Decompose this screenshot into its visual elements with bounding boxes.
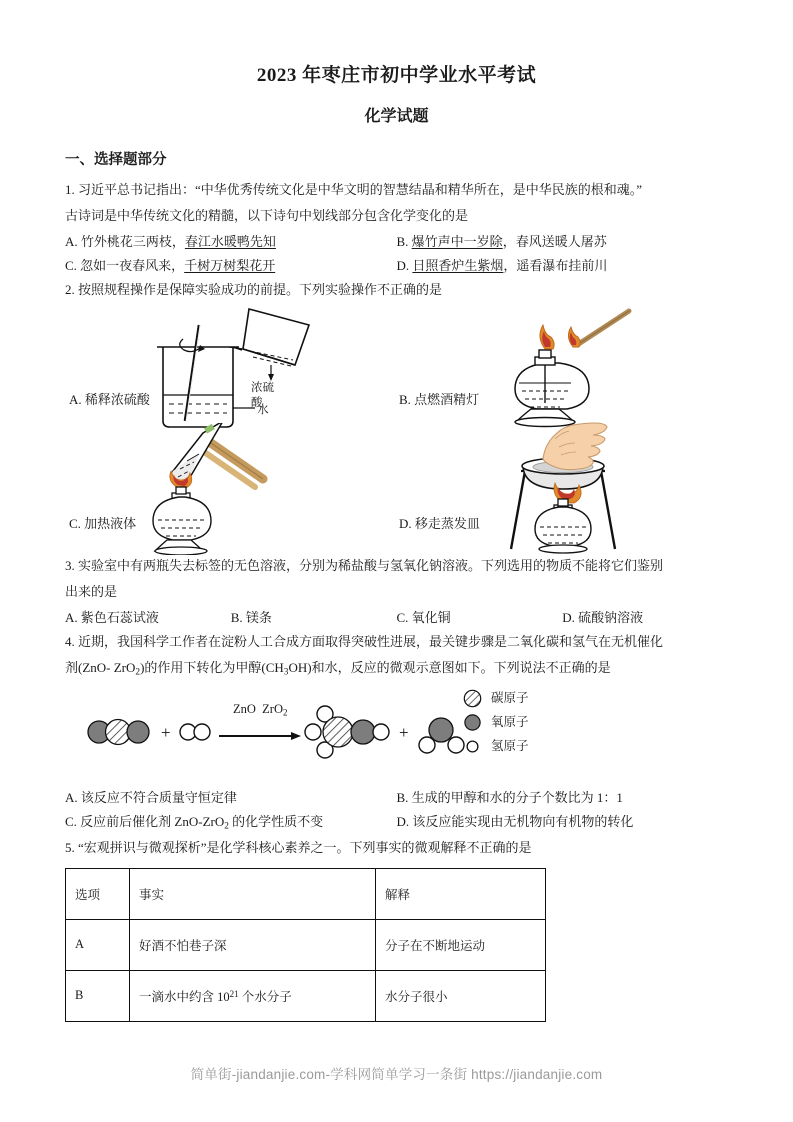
question-4-reaction-diagram (65, 688, 728, 780)
option-letter: A. (69, 392, 82, 408)
question-3 (65, 554, 728, 630)
legend-label-hydrogen: 氢原子 (491, 738, 529, 753)
question-4-options-row-2 (65, 810, 728, 836)
cell-fact-a: 好酒不怕巷子深 (130, 919, 376, 970)
question-4-option-d[interactable] (397, 810, 729, 836)
question-2-figure-grid (65, 306, 728, 554)
question-2-stem: 2. 按照规程操作是保障实验成功的前提。下列实验操作不正确的是 (65, 282, 443, 298)
oxygen-atom-legend-icon (463, 713, 482, 732)
catalyst-label (233, 702, 288, 717)
question-5-table (65, 868, 546, 1022)
question-3-stem-line2: 出来的是 (65, 584, 118, 600)
option-plain: 忽如一夜春风来， (80, 258, 185, 274)
catalyst-zro2-pre: ZrO (262, 702, 283, 717)
question-2-option-b[interactable] (395, 306, 725, 430)
page-title: 2023 年枣庄市初中学业水平考试 (256, 65, 537, 86)
legend-label-carbon: 碳原子 (491, 690, 529, 705)
question-1 (65, 178, 728, 278)
fact-pre: 一滴水中约含 10 (139, 989, 230, 1004)
question-4-option-b[interactable] (397, 786, 729, 810)
option-letter: D. (562, 610, 575, 626)
beaker-dilution-icon (143, 303, 323, 436)
option-text-pre: 反应前后催化剂 ZnO-ZrO (80, 814, 225, 830)
option-underlined: 千树万树梨花开 (184, 258, 276, 274)
stem-mid: )的作用下转化为甲醇(CH (140, 660, 284, 676)
option-letter: B. (399, 392, 411, 408)
question-2-option-d[interactable] (395, 430, 725, 554)
question-1-options-row-1 (65, 230, 728, 254)
option-letter: D. (399, 516, 412, 532)
cell-explain-b: 水分子很小 (376, 970, 546, 1021)
option-letter: B. (396, 790, 409, 806)
beaker-callout-acid: 浓硫酸 (251, 382, 274, 409)
question-2 (65, 278, 728, 554)
question-4 (65, 630, 728, 835)
question-3-option-a[interactable] (65, 606, 231, 630)
question-3-options-row (65, 606, 728, 630)
option-letter: B. (396, 234, 409, 250)
question-1-stem-line2: 古诗词是中华传统文化的精髓，以下诗句中划线部分包含化学变化的是 (65, 208, 469, 224)
test-tube-heating-icon (147, 423, 297, 560)
option-text: 生成的甲醇和水的分子个数比为 1：1 (411, 790, 623, 806)
question-4-stem-line1: 4. 近期，我国科学工作者在淀粉人工合成方面取得突破性进展，最关键步骤是二氧化碳和氢气在无机催化 (65, 634, 664, 650)
option-text: 该反应不符合质量守恒定律 (80, 790, 237, 806)
option-text: 该反应能实现由无机物向有机物的转化 (412, 814, 634, 830)
option-letter: C. (396, 610, 409, 626)
stem-post: OH)和水，反应的微观示意图如下。下列说法不正确的是 (288, 660, 611, 676)
option-underlined: 爆竹声中一岁除 (411, 234, 503, 250)
question-1-stem-line1: 1. 习近平总书记指出：“中华优秀传统文化是中华文明的智慧结晶和精华所在，是中华民族的根和魂。” (65, 182, 643, 197)
option-text: 硫酸钠溶液 (578, 610, 644, 626)
hydrogen-atom-legend-icon (463, 737, 482, 756)
cell-option-a: A (66, 919, 130, 970)
catalyst-zro2-sub: 2 (283, 707, 288, 718)
question-2-option-c[interactable] (65, 430, 395, 554)
stem-pre: 剂(ZnO- ZrO (65, 660, 136, 676)
molecule-equation-icon (85, 688, 465, 779)
carbon-atom-legend-icon (463, 689, 482, 708)
evaporating-dish-hand-icon (503, 419, 653, 560)
option-text: 移走蒸发皿 (414, 516, 480, 532)
question-3-option-b[interactable] (231, 606, 397, 630)
option-underlined: 日照香炉生紫烟 (412, 258, 504, 274)
question-1-option-a[interactable] (65, 230, 397, 254)
question-3-stem-line1: 3. 实验室中有两瓶失去标签的无色溶液，分别为稀盐酸与氢氧化钠溶液。下列选用的物质不能将它们鉴别 (65, 558, 664, 574)
option-letter: C. (65, 814, 77, 830)
catalyst-zno: ZnO (233, 702, 256, 717)
footer-watermark: 简单街-jiandanjie.com-学科网简单学习一条街 https://jiandanjie.com (190, 1067, 603, 1082)
option-letter: D. (396, 258, 410, 274)
question-1-option-d[interactable] (397, 254, 729, 278)
question-5 (65, 836, 728, 1022)
page-subtitle: 化学试题 (364, 108, 429, 125)
table-header-row (66, 868, 546, 919)
option-text: 稀释浓硫酸 (84, 392, 150, 408)
option-letter: A. (65, 610, 78, 626)
question-2-option-d-label (399, 513, 480, 532)
legend-row-carbon (463, 686, 529, 710)
cell-explain-a: 分子在不断地运动 (376, 919, 546, 970)
header-fact: 事实 (130, 868, 376, 919)
option-tail: ，遥看瀑布挂前川 (503, 258, 608, 274)
option-letter: B. (230, 610, 243, 626)
page-content (65, 60, 728, 1022)
option-text: 加热液体 (84, 516, 137, 532)
svg-text:+: + (399, 723, 409, 743)
question-1-option-c[interactable] (65, 254, 397, 278)
section-heading: 一、选择题部分 (65, 152, 167, 168)
option-tail: ，春风送暖人屠苏 (502, 234, 607, 250)
option-letter: C. (69, 516, 81, 532)
svg-text:+: + (161, 723, 171, 743)
alcohol-lamp-match-icon (497, 303, 647, 436)
option-letter: A. (65, 234, 78, 250)
question-4-option-a[interactable] (65, 786, 397, 810)
question-5-stem: 5. “宏观拼识与微观探析”是化学科核心素养之一。下列事实的微观解释不正确的是 (65, 839, 532, 855)
cell-fact-b (130, 970, 376, 1021)
option-sub: 2 (224, 821, 229, 832)
option-text: 紫色石蕊试液 (80, 610, 159, 626)
question-2-option-a[interactable] (65, 306, 395, 430)
question-1-options-row-2 (65, 254, 728, 278)
legend-row-hydrogen (463, 734, 529, 758)
question-3-option-c[interactable] (397, 606, 563, 630)
header-option: 选项 (66, 868, 130, 919)
option-text-post: 的化学性质不变 (228, 814, 324, 830)
option-letter: C. (65, 258, 77, 274)
question-2-option-a-label (69, 389, 150, 408)
option-letter: A. (65, 790, 78, 806)
question-4-legend (463, 686, 529, 758)
legend-label-oxygen: 氧原子 (491, 714, 529, 729)
option-text: 镁条 (245, 610, 272, 626)
question-2-option-b-label (399, 389, 479, 408)
question-4-option-c[interactable] (65, 810, 397, 836)
question-1-option-b[interactable] (397, 230, 729, 254)
fact-sup: 21 (229, 988, 239, 999)
header-explanation: 解释 (376, 868, 546, 919)
cell-option-b: B (66, 970, 130, 1021)
legend-row-oxygen (463, 710, 529, 734)
question-4-stem-line2 (65, 656, 728, 682)
question-4-options-row-1 (65, 786, 728, 810)
option-text: 点燃酒精灯 (414, 392, 480, 408)
option-letter: D. (396, 814, 410, 830)
table-row[interactable] (66, 970, 546, 1021)
option-underlined: 春江水暖鸭先知 (184, 234, 276, 250)
stem-sub-1: 2 (135, 667, 141, 678)
beaker-callout-water: 水 (257, 404, 269, 417)
fact-post: 个水分子 (238, 989, 292, 1004)
question-3-option-d[interactable] (562, 606, 728, 630)
stem-sub-2: 3 (283, 667, 289, 678)
option-text: 氧化铜 (411, 610, 451, 626)
table-row[interactable] (66, 919, 546, 970)
question-2-option-c-label (69, 513, 136, 532)
option-plain: 竹外桃花三两枝， (80, 234, 185, 250)
